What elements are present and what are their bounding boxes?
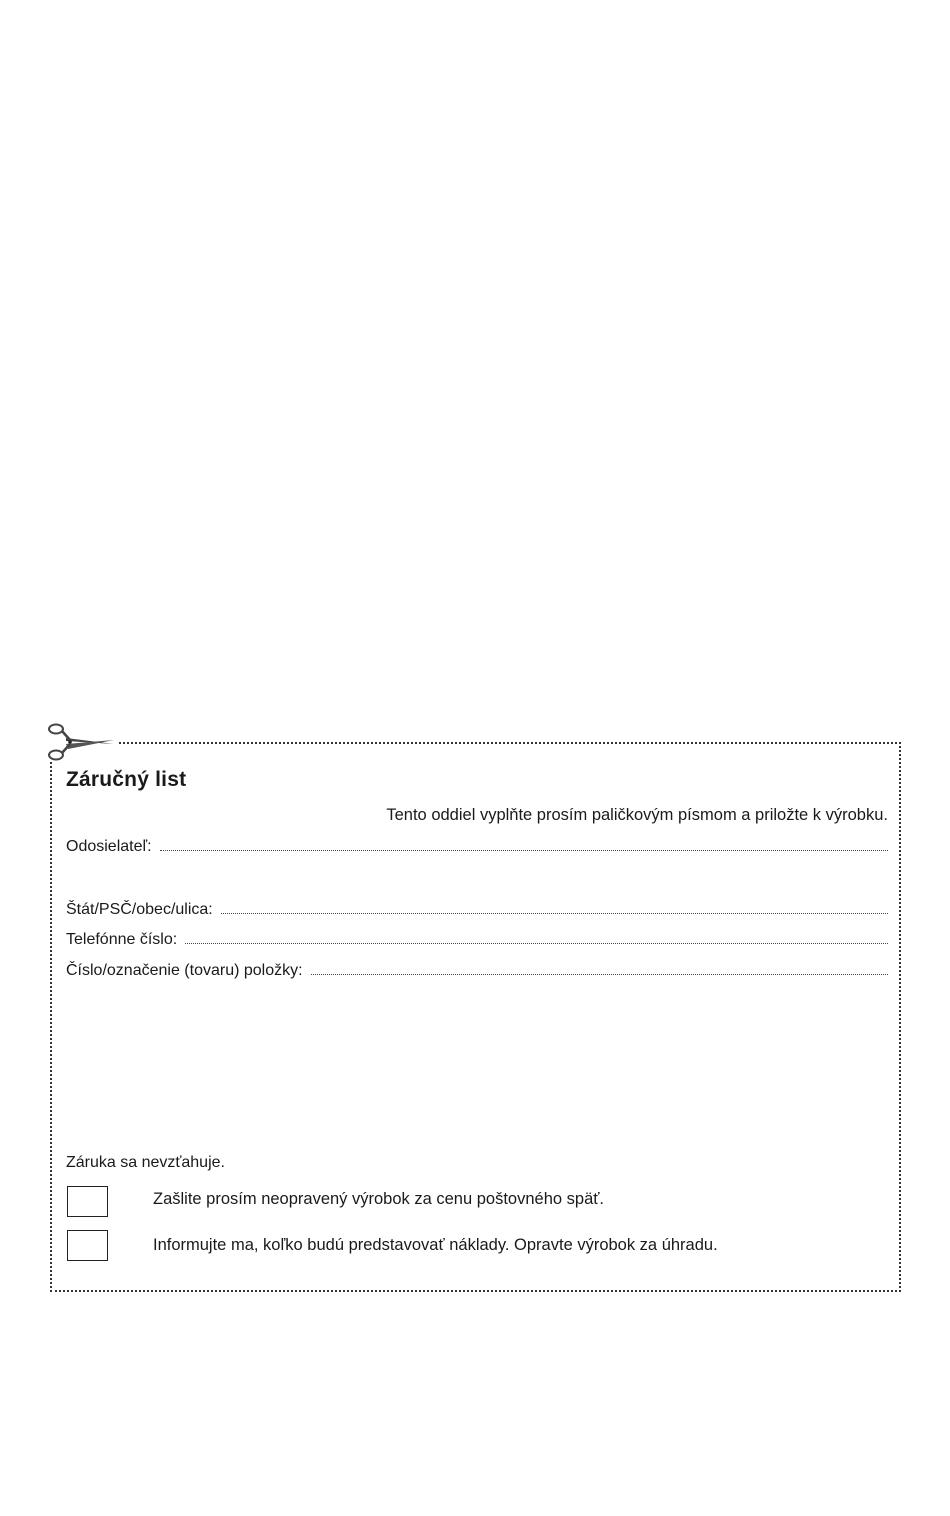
item-number-field-line[interactable] — [311, 973, 888, 975]
sender-field-label: Odosielateľ: — [66, 838, 152, 855]
return-unrepaired-checkbox[interactable] — [67, 1186, 108, 1217]
address-field-line[interactable] — [221, 912, 888, 914]
repair-for-fee-label: Informujte ma, koľko budú predstavovať náklady. Opravte výrobok za úhradu. — [153, 1236, 718, 1254]
no-warranty-text: Záruka sa nevzťahuje. — [66, 1154, 225, 1171]
item-number-field-label: Číslo/označenie (tovaru) položky: — [66, 962, 303, 979]
form-instruction: Tento oddiel vyplňte prosím paličkovým písmom a priložte k výrobku. — [386, 806, 888, 824]
sender-field[interactable] — [66, 834, 888, 856]
address-field-label: Štát/PSČ/obec/ulica: — [66, 901, 213, 918]
phone-field[interactable] — [66, 927, 888, 949]
phone-field-line[interactable] — [185, 942, 888, 944]
repair-for-fee-checkbox[interactable] — [67, 1230, 108, 1261]
sender-field-line[interactable] — [160, 849, 888, 851]
phone-field-label: Telefónne číslo: — [66, 931, 178, 948]
scissors-icon — [44, 722, 118, 762]
item-number-field[interactable] — [66, 958, 888, 980]
return-unrepaired-label: Zašlite prosím neopravený výrobok za cenu poštovného späť. — [153, 1190, 605, 1208]
form-title: Záručný list — [66, 768, 187, 791]
address-field[interactable] — [66, 897, 888, 919]
